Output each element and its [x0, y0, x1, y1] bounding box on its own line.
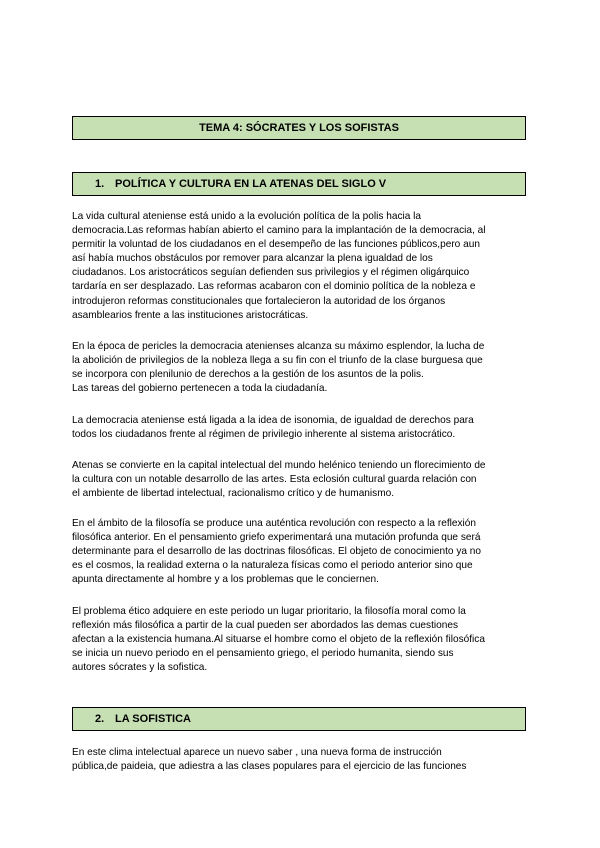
text-line: el ambiente de libertad intelectual, racionalismo crítico y de humanismo.: [72, 488, 395, 500]
text-line: es el cosmos, la realidad externa o la naturaleza físicas como el periodo anterior sino que: [72, 560, 473, 572]
paragraph-1: [72, 210, 532, 323]
text-line: se incorpora con plenilunio de derechos a la gestión de los asuntos de la polis.: [72, 369, 424, 381]
paragraph-4: [72, 459, 532, 501]
text-line: todos los ciudadanos frente al régimen de privilegio inherente al sistema aristocrático.: [72, 429, 456, 441]
text-line: La vida cultural ateniense está unido a la evolución política de la polis hacia la: [72, 211, 422, 222]
paragraph-3: [72, 414, 532, 442]
text-line: así había muchos obstáculos por remover para alcanzar la plena igualdad de los: [72, 253, 433, 265]
text-line: apunta directamente al hombre y a los problemas que le conciernen.: [72, 574, 379, 586]
text-line: pública,de paideia, que adiestra a las clases populares para el ejercicio de las funciones: [72, 761, 467, 773]
text-line: introdujeron reformas constitucionales que fortalecieron la autoridad de los órganos: [72, 295, 446, 307]
section-title: POLÍTICA Y CULTURA EN LA ATENAS DEL SIGLO V: [115, 178, 387, 190]
text-line: La democracia ateniense está ligada a la idea de isonomia, de igualdad de derechos para: [72, 415, 474, 426]
text-line: afectan a la existencia humana.Al situarse el hombre como el objeto de la reflexión filosófica: [72, 634, 485, 646]
text-line: Atenas se convierte en la capital intelectual del mundo helénico teniendo un florecimiento de: [72, 460, 486, 471]
text-line: ciudadanos. Los aristocráticos seguían defienden sus privilegios y el régimen oligárquico: [72, 267, 470, 279]
section-number: 2.: [95, 713, 105, 725]
text-line: En este clima intelectual aparece un nuevo saber , una nueva forma de instrucción: [72, 747, 442, 758]
text-line: la abolición de privilegios de la nobleza llega a su fin con el triunfo de la clase burguesa que: [72, 355, 483, 367]
text-line: asamblearios frente a las instituciones aristocráticas.: [72, 309, 309, 321]
paragraph-7: [72, 746, 532, 774]
paragraph-6: [72, 605, 532, 675]
paragraph-2: [72, 340, 532, 396]
text-line: la cultura con un notable desarrollo de las artes. Esta eclosión cultural guarda relación con: [72, 474, 477, 486]
section-number: 1.: [95, 178, 105, 190]
text-line: filosófica anterior. En el pensamiento griefo experimentará una mutación profunda que será: [72, 532, 481, 544]
text-line: tardaría en ser desplazado. Las reformas acabaron con el dominio política de la nobleza e: [72, 281, 476, 293]
text-line: democracia.Las reformas habían abierto el camino para la implantación de la democracia, al: [72, 225, 486, 237]
text-line: permitir la voluntad de los ciudadanos en el desempeño de las funciones públicos,pero aun: [72, 239, 480, 251]
text-line: El problema ético adquiere en este periodo un lugar prioritario, la filosofía moral como la: [72, 606, 466, 617]
paragraph-5: [72, 517, 532, 587]
section-heading-2: [72, 707, 526, 731]
text-line: se inicia un nuevo periodo en el pensamiento griego, el periodo humanita, siendo sus: [72, 648, 454, 660]
text-line: En el ámbito de la filosofía se produce una auténtica revolución con respecto a la reflexión: [72, 518, 476, 529]
document-title-text: TEMA 4: SÓCRATES Y LOS SOFISTAS: [199, 122, 399, 134]
text-line: determinante para el desarrollo de las doctrinas filosóficas. El objeto de conocimiento ya no: [72, 546, 482, 558]
section-title: LA SOFISTICA: [115, 713, 191, 725]
section-heading-1: [72, 172, 526, 196]
document-title: [72, 116, 526, 140]
text-line: autores sócrates y la sofistica.: [72, 662, 208, 674]
text-line: En la época de pericles la democracia atenienses alcanza su máximo esplendor, la lucha de: [72, 341, 485, 352]
text-line: Las tareas del gobierno pertenecen a toda la ciudadanía.: [72, 383, 328, 395]
text-line: reflexión más filosófica a partir de la cual pueden ser abordados las demas cuestiones: [72, 620, 459, 632]
